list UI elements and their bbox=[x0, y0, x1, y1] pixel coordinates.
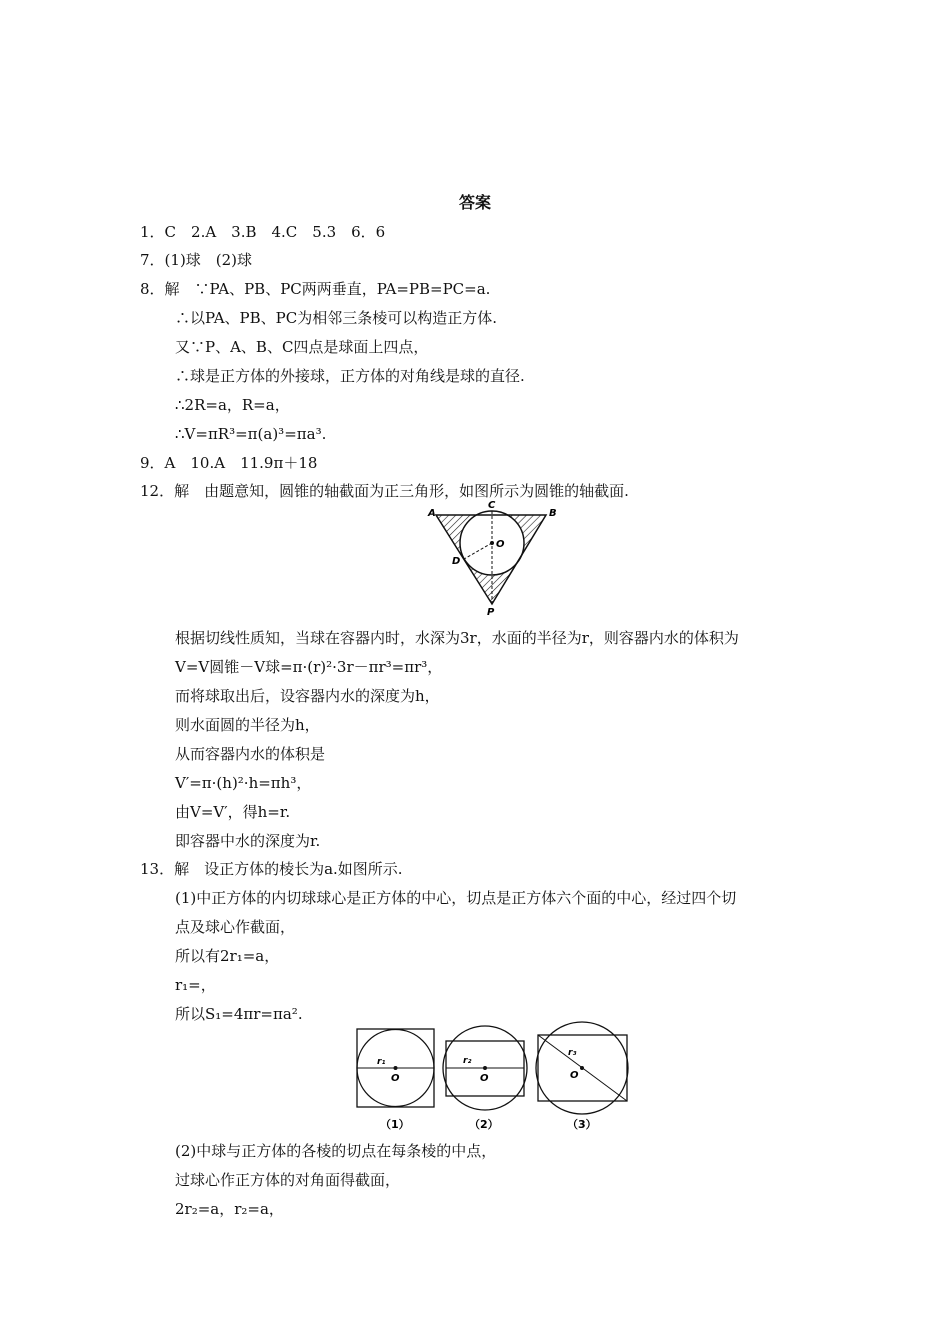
label-r2: r₂ bbox=[463, 1056, 472, 1066]
solution-8-line-4: ∴球是正方体的外接球，正方体的对角线是球的直径. bbox=[175, 367, 525, 385]
solution-13-line-9: 2r₂=a，r₂=a， bbox=[175, 1200, 284, 1218]
cube-sphere-figures bbox=[352, 1020, 642, 1136]
answer-line-8: 8．解 ∵PA、PB、PC两两垂直，PA=PB=PC=a. bbox=[140, 280, 491, 298]
label-A: A bbox=[428, 508, 436, 519]
solution-13-line-2: (1)中正方体的内切球球心是正方体的中心，切点是正方体六个面的中心，经过四个切 bbox=[175, 889, 737, 907]
solution-13-line-7: (2)中球与正方体的各棱的切点在每条棱的中点， bbox=[175, 1142, 497, 1160]
answer-line-9: 9．A 10.A 11.9π＋18 bbox=[140, 454, 318, 472]
caption-1: （1） bbox=[380, 1118, 410, 1131]
solution-8-line-2: ∴以PA、PB、PC为相邻三条棱可以构造正方体. bbox=[175, 309, 498, 327]
label-B: B bbox=[549, 508, 557, 519]
solution-12-line-2: 根据切线性质知，当球在容器内时，水深为3r，水面的半径为r，则容器内水的体积为 bbox=[175, 629, 739, 647]
label-O-3: O bbox=[570, 1070, 579, 1081]
solution-8-line-6: ∴V=πR³=π(a)³=πa³. bbox=[175, 425, 327, 443]
answer-line-13: 13．解 设正方体的棱长为a.如图所示. bbox=[140, 860, 403, 878]
cone-cross-section-figure bbox=[425, 496, 565, 616]
label-P: P bbox=[487, 607, 495, 616]
label-C: C bbox=[488, 500, 496, 511]
solution-12-line-8: 由V=V′，得h=r. bbox=[175, 803, 291, 821]
solution-13-line-4: 所以有2r₁=a， bbox=[175, 947, 280, 965]
answer-line-1: 1．C 2.A 3.B 4.C 5.3 6．6 bbox=[140, 223, 386, 241]
solution-12-line-7: V′=π·(h)²·h=πh³， bbox=[175, 774, 312, 792]
solution-12-line-9: 即容器中水的深度为r. bbox=[175, 832, 321, 850]
caption-2: （2） bbox=[469, 1118, 499, 1131]
solution-13-line-5: r₁=， bbox=[175, 976, 216, 994]
solution-8-line-5: ∴2R=a，R=a， bbox=[175, 396, 290, 414]
solution-12-line-6: 从而容器内水的体积是 bbox=[175, 745, 326, 763]
solution-12-line-3: V=V圆锥－V球=π·(r)²·3r－πr³=πr³， bbox=[175, 658, 443, 676]
solution-8-line-3: 又∵P、A、B、C四点是球面上四点， bbox=[175, 338, 429, 356]
solution-13-line-8: 过球心作正方体的对角面得截面， bbox=[175, 1171, 401, 1189]
label-r1: r₁ bbox=[377, 1057, 386, 1067]
solution-12-line-5: 则水面圆的半径为h， bbox=[175, 716, 320, 734]
solution-13-line-3: 点及球心作截面， bbox=[175, 918, 296, 936]
label-r3: r₃ bbox=[568, 1048, 577, 1058]
page-title: 答案 bbox=[458, 193, 491, 212]
label-O: O bbox=[496, 539, 505, 550]
solution-13-line-6: 所以S₁=4πr=πa². bbox=[175, 1005, 303, 1023]
label-O-1: O bbox=[391, 1073, 400, 1084]
solution-12-line-4: 而将球取出后，设容器内水的深度为h， bbox=[175, 687, 440, 705]
label-O-2: O bbox=[480, 1073, 489, 1084]
answer-line-12: 12．解 由题意知，圆锥的轴截面为正三角形，如图所示为圆锥的轴截面. bbox=[140, 482, 629, 500]
label-D: D bbox=[452, 556, 461, 567]
answer-line-7: 7．(1)球 (2)球 bbox=[140, 251, 253, 269]
caption-3: （3） bbox=[567, 1118, 597, 1131]
